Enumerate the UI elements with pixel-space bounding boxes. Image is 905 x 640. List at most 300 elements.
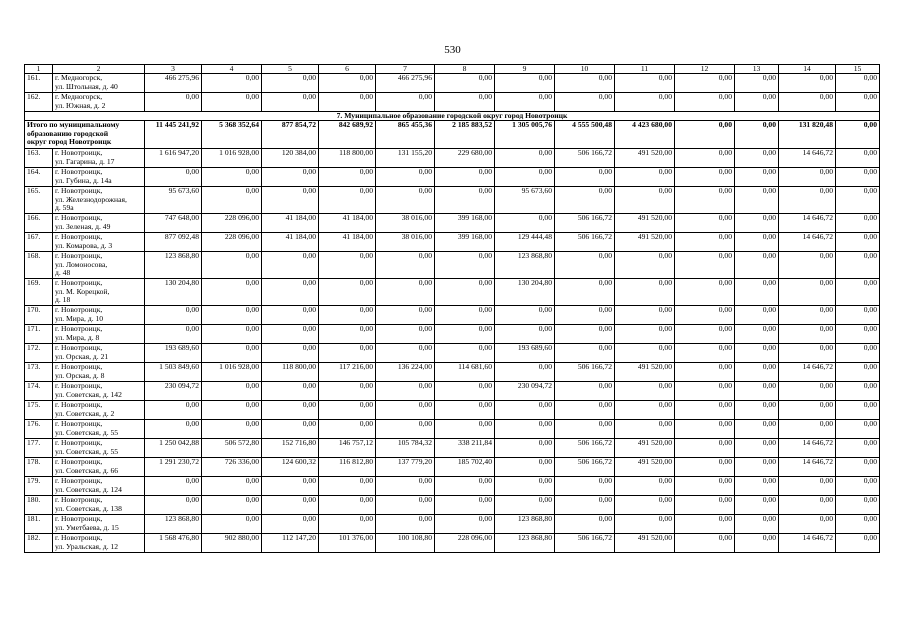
row-value: 0,00 [202, 93, 262, 112]
row-value: 130 204,80 [495, 279, 555, 306]
row-value: 0,00 [376, 187, 435, 214]
row-value: 38 016,00 [376, 214, 435, 233]
row-value: 0,00 [435, 325, 495, 344]
table-row [25, 515, 880, 534]
row-address-line: г. Медногорск, [55, 73, 103, 82]
row-value: 0,00 [376, 306, 435, 325]
row-number: 162. [25, 93, 53, 112]
row-value: 0,00 [615, 344, 675, 363]
row-value: 118 800,00 [262, 363, 319, 382]
row-value: 41 184,00 [319, 214, 376, 233]
row-value: 0,00 [779, 279, 836, 306]
row-value: 0,00 [675, 496, 735, 515]
table-row [25, 325, 880, 344]
row-number: 173. [25, 363, 53, 382]
row-value: 0,00 [836, 149, 880, 168]
row-value: 0,00 [145, 401, 202, 420]
row-value: 0,00 [435, 168, 495, 187]
register-table [24, 64, 880, 553]
row-value: 0,00 [836, 233, 880, 252]
row-value: 0,00 [202, 325, 262, 344]
row-address-line: ул. Зеленая, д. 49 [55, 221, 111, 231]
row-value: 726 336,00 [202, 458, 262, 477]
row-value: 0,00 [836, 306, 880, 325]
row-address-line: г. Новотроицк, [55, 278, 103, 287]
row-address [53, 401, 145, 420]
row-value: 0,00 [435, 187, 495, 214]
total-label-line: образованию городской [27, 128, 109, 138]
total-label-line: округ город Новотроицк [27, 137, 112, 147]
row-address-line: г. Новотроицк, [55, 186, 103, 195]
row-value: 0,00 [836, 279, 880, 306]
row-value: 0,00 [615, 252, 675, 279]
row-value: 137 779,20 [376, 458, 435, 477]
row-value: 0,00 [779, 74, 836, 93]
row-value: 0,00 [435, 420, 495, 439]
row-value: 0,00 [735, 187, 779, 214]
row-address [53, 363, 145, 382]
row-value: 0,00 [675, 168, 735, 187]
row-value: 0,00 [735, 382, 779, 401]
row-value: 0,00 [735, 306, 779, 325]
row-value: 0,00 [376, 93, 435, 112]
row-value: 0,00 [555, 187, 615, 214]
row-value: 0,00 [495, 214, 555, 233]
total-value: 0,00 [836, 121, 880, 149]
row-value: 0,00 [836, 515, 880, 534]
row-value: 0,00 [262, 74, 319, 93]
row-address-line: г. Новотроицк, [55, 457, 103, 466]
row-number: 167. [25, 233, 53, 252]
row-number: 180. [25, 496, 53, 515]
row-address-line: г. Новотроицк, [55, 343, 103, 352]
row-value: 0,00 [779, 187, 836, 214]
row-value: 0,00 [376, 325, 435, 344]
row-address [53, 74, 145, 93]
row-value: 0,00 [376, 515, 435, 534]
row-number: 165. [25, 187, 53, 214]
total-value: 131 820,48 [779, 121, 836, 149]
row-value: 0,00 [779, 93, 836, 112]
row-value: 0,00 [376, 168, 435, 187]
row-value: 491 520,00 [615, 439, 675, 458]
row-value: 0,00 [555, 279, 615, 306]
row-value: 123 868,80 [145, 252, 202, 279]
row-address-line: ул. Уметбаева, д. 15 [55, 522, 119, 532]
table-row [25, 214, 880, 233]
row-address [53, 325, 145, 344]
total-label [25, 121, 145, 149]
row-value: 146 757,12 [319, 439, 376, 458]
row-value: 0,00 [202, 187, 262, 214]
row-value: 230 094,72 [495, 382, 555, 401]
row-address-line: ул. Советская, д. 142 [55, 389, 122, 399]
row-value: 0,00 [435, 279, 495, 306]
table-row [25, 306, 880, 325]
row-value: 0,00 [376, 279, 435, 306]
row-value: 506 166,72 [555, 233, 615, 252]
row-value: 0,00 [376, 252, 435, 279]
row-value: 0,00 [675, 382, 735, 401]
row-value: 0,00 [376, 496, 435, 515]
row-number: 177. [25, 439, 53, 458]
row-value: 0,00 [319, 344, 376, 363]
row-number: 169. [25, 279, 53, 306]
row-value: 0,00 [555, 477, 615, 496]
header-cell: 9 [495, 65, 555, 74]
row-value: 0,00 [376, 344, 435, 363]
row-value: 0,00 [675, 534, 735, 553]
row-address [53, 252, 145, 279]
row-address-line: ул. Комарова, д. 3 [55, 240, 113, 250]
table-row [25, 168, 880, 187]
row-value: 491 520,00 [615, 233, 675, 252]
row-value: 0,00 [319, 382, 376, 401]
row-value: 0,00 [262, 344, 319, 363]
row-value: 116 812,80 [319, 458, 376, 477]
row-value: 0,00 [145, 168, 202, 187]
row-address-line: ул. Уральская, д. 12 [55, 541, 119, 551]
row-address-line: г. Медногорск, [55, 92, 103, 101]
row-value: 0,00 [319, 496, 376, 515]
row-value: 0,00 [836, 401, 880, 420]
row-value: 229 680,00 [435, 149, 495, 168]
row-value: 0,00 [615, 420, 675, 439]
row-address [53, 515, 145, 534]
row-value: 0,00 [495, 74, 555, 93]
row-value: 0,00 [555, 252, 615, 279]
row-value: 0,00 [376, 401, 435, 420]
row-value: 0,00 [145, 477, 202, 496]
row-value: 1 016 928,00 [202, 149, 262, 168]
row-value: 0,00 [555, 496, 615, 515]
row-value: 506 166,72 [555, 439, 615, 458]
row-value: 506 166,72 [555, 534, 615, 553]
row-address-line: г. Новотроицк, [55, 251, 103, 260]
row-value: 124 600,32 [262, 458, 319, 477]
row-address-line: ул. Советская, д. 55 [55, 427, 119, 437]
row-value: 0,00 [319, 477, 376, 496]
row-number: 163. [25, 149, 53, 168]
row-address-line: д. 18 [55, 295, 71, 305]
row-value: 0,00 [555, 344, 615, 363]
row-value: 120 384,00 [262, 149, 319, 168]
row-value: 0,00 [675, 344, 735, 363]
table-row [25, 401, 880, 420]
row-value: 129 444,48 [495, 233, 555, 252]
row-value: 399 168,00 [435, 233, 495, 252]
row-value: 14 646,72 [779, 439, 836, 458]
row-value: 0,00 [836, 458, 880, 477]
row-value: 123 868,80 [145, 515, 202, 534]
row-value: 95 673,60 [495, 187, 555, 214]
row-value: 0,00 [262, 252, 319, 279]
section-row [25, 112, 880, 121]
row-number: 166. [25, 214, 53, 233]
row-value: 466 275,96 [376, 74, 435, 93]
row-value: 228 096,00 [202, 233, 262, 252]
row-value: 1 568 476,80 [145, 534, 202, 553]
row-value: 0,00 [675, 252, 735, 279]
row-value: 95 673,60 [145, 187, 202, 214]
row-value: 0,00 [836, 168, 880, 187]
row-value: 0,00 [435, 306, 495, 325]
row-value: 0,00 [779, 168, 836, 187]
row-value: 14 646,72 [779, 149, 836, 168]
row-number: 181. [25, 515, 53, 534]
row-value: 0,00 [202, 401, 262, 420]
row-value: 0,00 [675, 420, 735, 439]
row-value: 0,00 [836, 325, 880, 344]
row-address [53, 420, 145, 439]
row-value: 0,00 [319, 306, 376, 325]
row-value: 136 224,00 [376, 363, 435, 382]
row-value: 123 868,80 [495, 534, 555, 553]
row-value: 0,00 [262, 477, 319, 496]
total-value: 1 305 005,76 [495, 121, 555, 149]
header-cell: 10 [555, 65, 615, 74]
row-value: 41 184,00 [319, 233, 376, 252]
row-value: 506 166,72 [555, 214, 615, 233]
row-number: 168. [25, 252, 53, 279]
row-value: 0,00 [836, 534, 880, 553]
row-address-line: ул. Ломоносова, [55, 259, 108, 269]
header-cell: 13 [735, 65, 779, 74]
header-cell: 4 [202, 65, 262, 74]
row-address [53, 344, 145, 363]
row-address-line: ул. Советская, д. 138 [55, 503, 122, 513]
row-address-line: г. Новотроицк, [55, 400, 103, 409]
row-value: 0,00 [836, 477, 880, 496]
row-value: 0,00 [262, 515, 319, 534]
row-value: 0,00 [495, 458, 555, 477]
total-value: 842 689,92 [319, 121, 376, 149]
total-value: 4 555 500,48 [555, 121, 615, 149]
row-value: 0,00 [735, 344, 779, 363]
row-value: 491 520,00 [615, 534, 675, 553]
row-address-line: г. Новотроицк, [55, 232, 103, 241]
row-value: 877 092,48 [145, 233, 202, 252]
row-address [53, 187, 145, 214]
row-value: 0,00 [555, 515, 615, 534]
row-address-line: г. Новотроицк, [55, 438, 103, 447]
row-value: 0,00 [555, 382, 615, 401]
total-label-line: Итого по муниципальному [27, 120, 120, 129]
row-value: 0,00 [435, 74, 495, 93]
row-address-line: ул. Советская, д. 124 [55, 484, 122, 494]
row-number: 164. [25, 168, 53, 187]
row-value: 0,00 [779, 515, 836, 534]
row-value: 0,00 [735, 252, 779, 279]
row-value: 0,00 [675, 515, 735, 534]
row-value: 0,00 [735, 325, 779, 344]
total-value: 5 368 352,64 [202, 121, 262, 149]
row-address-line: г. Новотроицк, [55, 324, 103, 333]
row-value: 0,00 [735, 214, 779, 233]
row-address [53, 214, 145, 233]
row-value: 0,00 [495, 363, 555, 382]
row-value: 0,00 [262, 496, 319, 515]
row-value: 0,00 [675, 401, 735, 420]
row-value: 41 184,00 [262, 214, 319, 233]
row-address-line: ул. Мира, д. 10 [55, 313, 104, 323]
row-value: 0,00 [735, 439, 779, 458]
row-value: 0,00 [319, 515, 376, 534]
table-row [25, 233, 880, 252]
section-title: 7. Муниципальное образование городской округ город Новотроицк [25, 112, 880, 121]
row-value: 0,00 [555, 306, 615, 325]
row-address [53, 382, 145, 401]
row-value: 152 716,80 [262, 439, 319, 458]
row-address-line: г. Новотроицк, [55, 167, 103, 176]
row-value: 0,00 [615, 187, 675, 214]
total-row [25, 121, 880, 149]
row-value: 0,00 [319, 401, 376, 420]
row-value: 0,00 [836, 344, 880, 363]
row-address-line: ул. Гагарина, д. 17 [55, 156, 115, 166]
row-value: 0,00 [555, 168, 615, 187]
row-value: 0,00 [836, 363, 880, 382]
row-value: 0,00 [675, 458, 735, 477]
row-value: 1 250 042,88 [145, 439, 202, 458]
row-value: 0,00 [319, 420, 376, 439]
row-value: 123 868,80 [495, 515, 555, 534]
row-value: 0,00 [836, 382, 880, 401]
row-value: 0,00 [735, 93, 779, 112]
row-value: 0,00 [836, 214, 880, 233]
row-value: 0,00 [779, 252, 836, 279]
row-value: 14 646,72 [779, 534, 836, 553]
row-address-line: ул. Орская, д. 21 [55, 351, 109, 361]
row-address [53, 306, 145, 325]
row-value: 193 689,60 [145, 344, 202, 363]
header-cell: 6 [319, 65, 376, 74]
row-value: 0,00 [615, 93, 675, 112]
row-value: 0,00 [495, 477, 555, 496]
row-value: 193 689,60 [495, 344, 555, 363]
header-cell: 8 [435, 65, 495, 74]
row-address-line: ул. Орская, д. 8 [55, 370, 105, 380]
row-value: 230 094,72 [145, 382, 202, 401]
row-value: 0,00 [675, 439, 735, 458]
row-value: 506 166,72 [555, 149, 615, 168]
row-value: 112 147,20 [262, 534, 319, 553]
row-value: 114 681,60 [435, 363, 495, 382]
row-value: 0,00 [836, 187, 880, 214]
row-address-line: г. Новотроицк, [55, 476, 103, 485]
row-value: 0,00 [202, 74, 262, 93]
table-row [25, 363, 880, 382]
row-address-line: д. 48 [55, 268, 71, 278]
row-value: 0,00 [435, 93, 495, 112]
row-value: 0,00 [202, 168, 262, 187]
row-value: 506 166,72 [555, 363, 615, 382]
row-value: 0,00 [145, 496, 202, 515]
total-value: 11 445 241,92 [145, 121, 202, 149]
row-value: 491 520,00 [615, 149, 675, 168]
table-row [25, 534, 880, 553]
row-value: 0,00 [319, 168, 376, 187]
row-value: 0,00 [675, 363, 735, 382]
row-value: 0,00 [615, 515, 675, 534]
row-number: 179. [25, 477, 53, 496]
table-row [25, 420, 880, 439]
row-value: 0,00 [262, 420, 319, 439]
row-value: 0,00 [675, 233, 735, 252]
row-value: 0,00 [145, 325, 202, 344]
row-value: 0,00 [555, 325, 615, 344]
total-value: 865 455,36 [376, 121, 435, 149]
row-value: 0,00 [262, 187, 319, 214]
row-value: 0,00 [675, 187, 735, 214]
row-address [53, 93, 145, 112]
row-address [53, 439, 145, 458]
total-value: 0,00 [675, 121, 735, 149]
row-value: 0,00 [836, 93, 880, 112]
row-address [53, 477, 145, 496]
row-number: 176. [25, 420, 53, 439]
row-value: 185 702,40 [435, 458, 495, 477]
row-value: 0,00 [615, 325, 675, 344]
row-address-line: г. Новотроицк, [55, 495, 103, 504]
row-value: 0,00 [615, 306, 675, 325]
row-value: 0,00 [615, 168, 675, 187]
row-number: 170. [25, 306, 53, 325]
row-value: 0,00 [735, 458, 779, 477]
row-value: 0,00 [675, 93, 735, 112]
row-value: 0,00 [779, 344, 836, 363]
row-value: 0,00 [262, 93, 319, 112]
row-value: 1 503 849,60 [145, 363, 202, 382]
row-value: 0,00 [435, 252, 495, 279]
row-value: 0,00 [495, 439, 555, 458]
row-address-line: д. 59а [55, 203, 74, 213]
row-value: 0,00 [735, 233, 779, 252]
row-value: 0,00 [435, 496, 495, 515]
row-number: 182. [25, 534, 53, 553]
row-value: 131 155,20 [376, 149, 435, 168]
total-value: 4 423 680,00 [615, 121, 675, 149]
row-value: 0,00 [836, 74, 880, 93]
row-value: 0,00 [319, 93, 376, 112]
row-value: 105 784,32 [376, 439, 435, 458]
row-value: 0,00 [202, 279, 262, 306]
header-cell: 2 [53, 65, 145, 74]
row-value: 0,00 [735, 74, 779, 93]
row-value: 0,00 [735, 496, 779, 515]
row-value: 0,00 [376, 382, 435, 401]
row-number: 172. [25, 344, 53, 363]
row-value: 117 216,00 [319, 363, 376, 382]
row-value: 0,00 [319, 187, 376, 214]
row-address [53, 279, 145, 306]
table-row [25, 458, 880, 477]
row-value: 506 572,80 [202, 439, 262, 458]
row-value: 228 096,00 [202, 214, 262, 233]
page-number: 530 [444, 44, 461, 56]
row-value: 0,00 [495, 93, 555, 112]
row-value: 101 376,00 [319, 534, 376, 553]
row-address-line: ул. Советская, д. 2 [55, 408, 115, 418]
row-value: 0,00 [145, 306, 202, 325]
row-value: 0,00 [376, 477, 435, 496]
row-value: 0,00 [615, 401, 675, 420]
row-value: 0,00 [615, 382, 675, 401]
row-value: 0,00 [202, 477, 262, 496]
header-cell: 5 [262, 65, 319, 74]
row-value: 118 800,00 [319, 149, 376, 168]
row-value: 0,00 [555, 420, 615, 439]
